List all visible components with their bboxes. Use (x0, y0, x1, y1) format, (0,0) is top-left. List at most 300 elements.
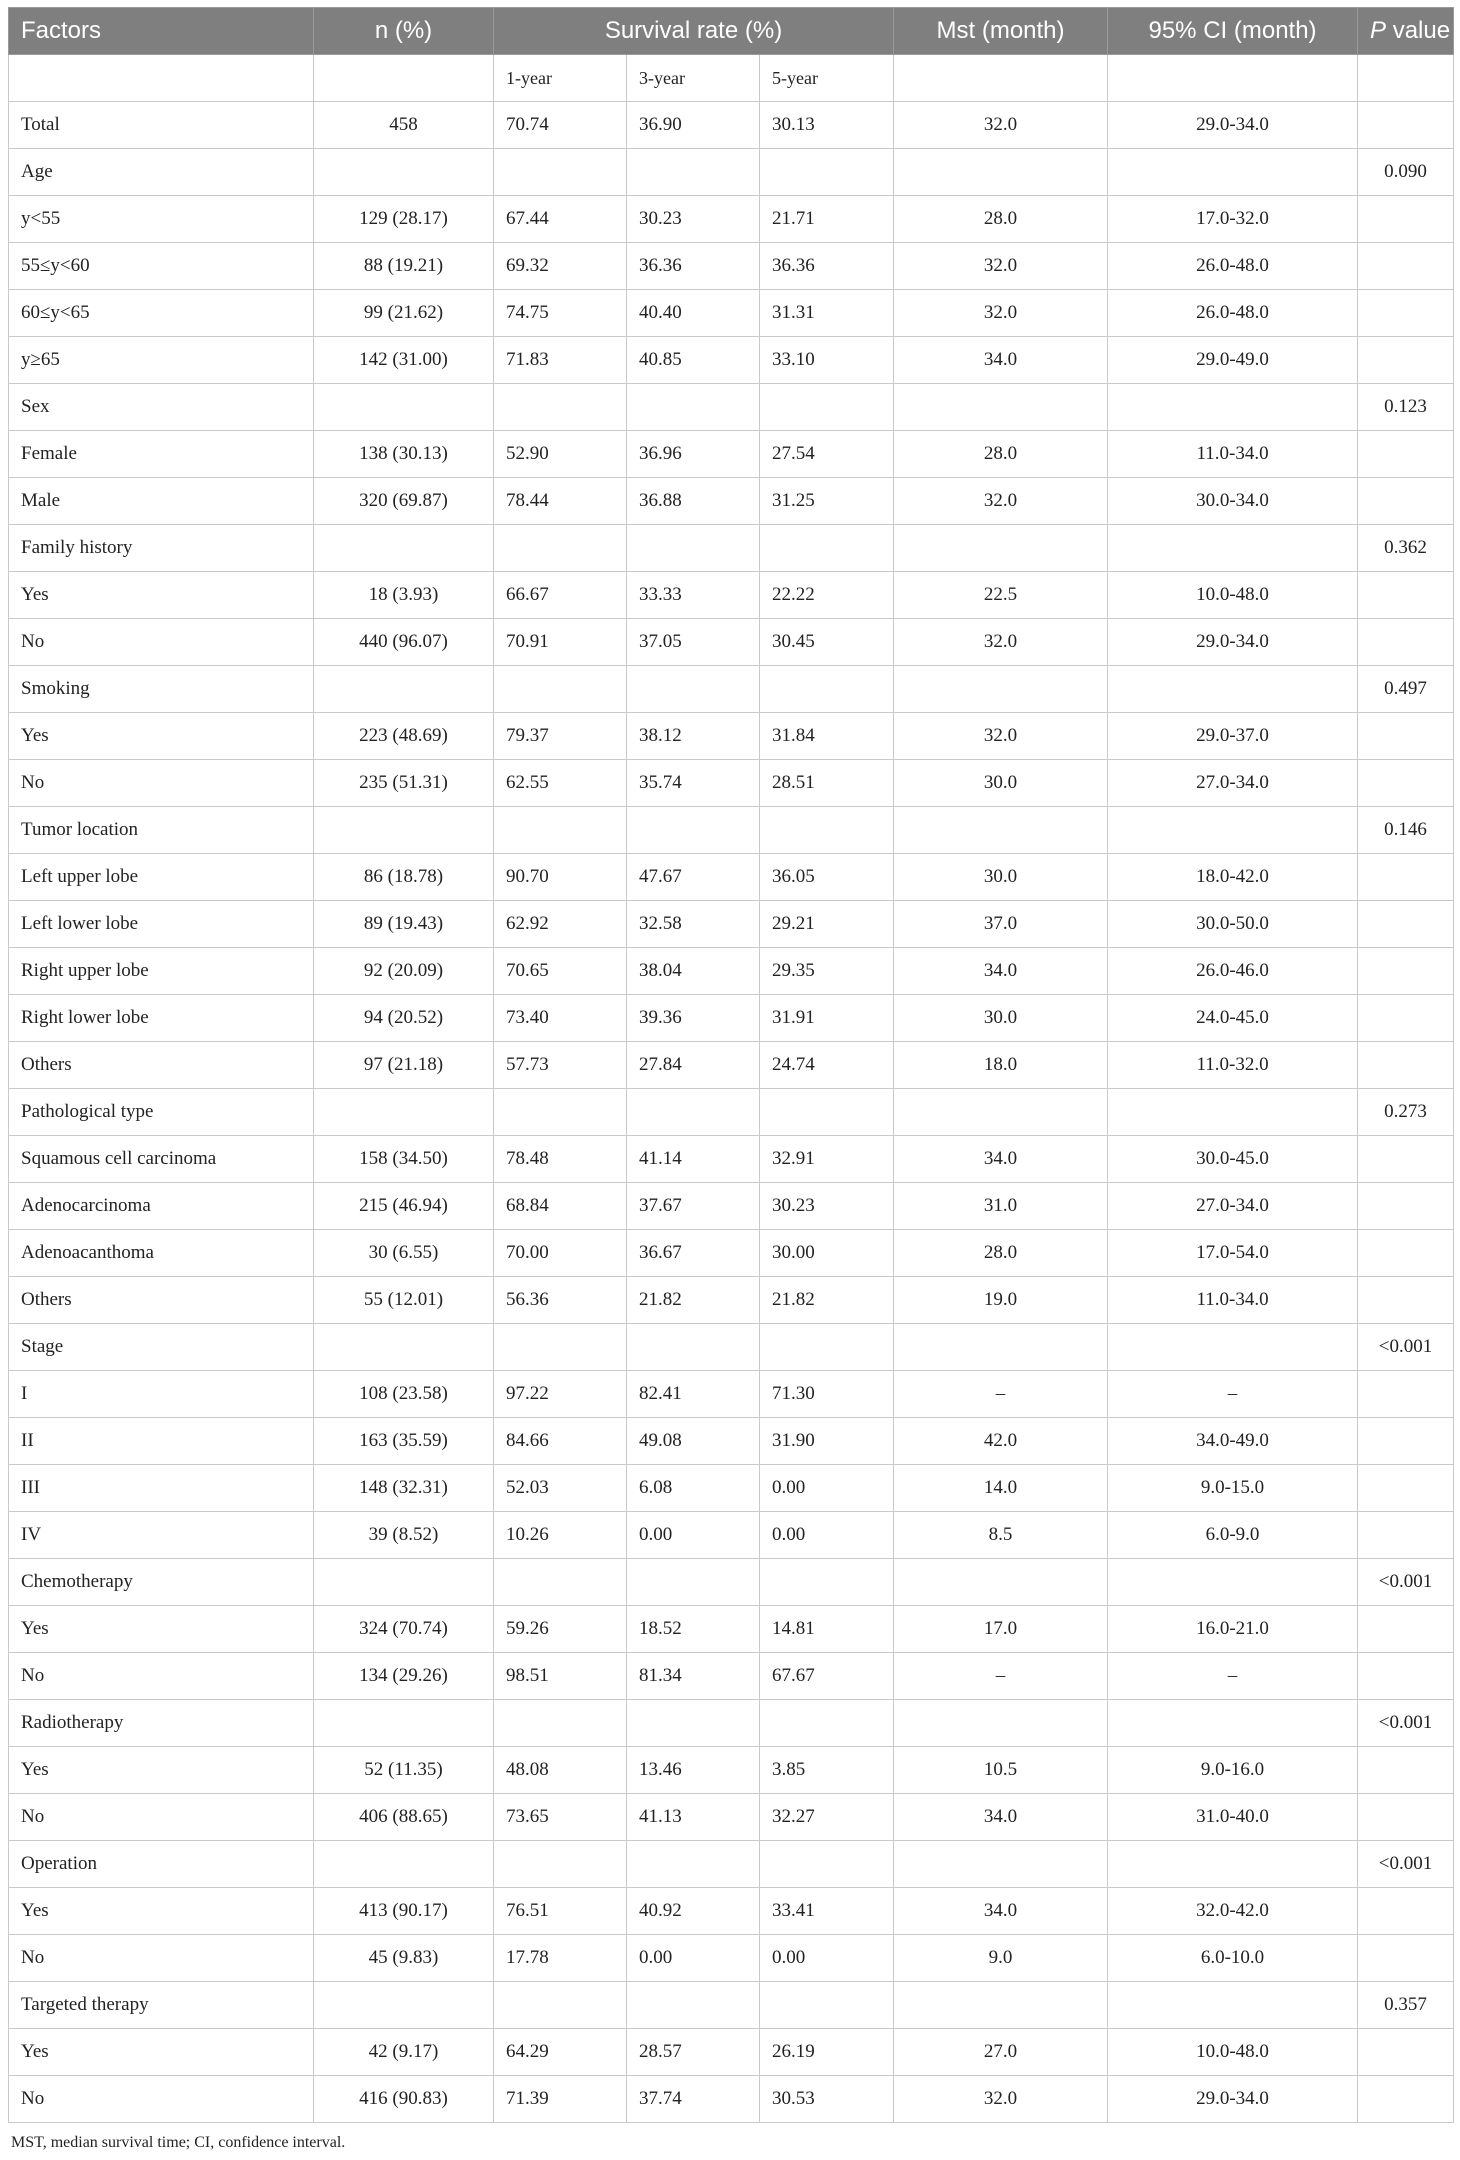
survival-5y-cell: 21.71 (760, 196, 894, 243)
mst-cell (894, 1841, 1108, 1888)
table-row (9, 2029, 1454, 2076)
survival-1y-cell: 78.48 (494, 1136, 627, 1183)
survival-1y-cell: 64.29 (494, 2029, 627, 2076)
survival-1y-cell: 67.44 (494, 196, 627, 243)
survival-1y-cell: 62.55 (494, 760, 627, 807)
survival-3y-cell: 37.67 (627, 1183, 760, 1230)
ci-cell: 31.0-40.0 (1108, 1794, 1358, 1841)
survival-5y-cell: 30.00 (760, 1230, 894, 1277)
survival-3y-cell: 41.14 (627, 1136, 760, 1183)
survival-3y-cell: 82.41 (627, 1371, 760, 1418)
survival-3y-cell (627, 525, 760, 572)
survival-1y-cell: 48.08 (494, 1747, 627, 1794)
survival-5y-cell: 33.41 (760, 1888, 894, 1935)
survival-1y-cell: 73.65 (494, 1794, 627, 1841)
n-cell: 223 (48.69) (314, 713, 494, 760)
ci-cell: 17.0-54.0 (1108, 1230, 1358, 1277)
factor-cell: Yes (9, 1888, 314, 1935)
p-value-cell (1358, 431, 1454, 478)
survival-5y-cell: 28.51 (760, 760, 894, 807)
n-cell: 458 (314, 102, 494, 149)
p-value-cell: 0.497 (1358, 666, 1454, 713)
factor-cell: 55≤y<60 (9, 243, 314, 290)
survival-1y-cell (494, 807, 627, 854)
p-value-cell (1358, 1653, 1454, 1700)
p-value-cell (1358, 1794, 1454, 1841)
p-value-cell (1358, 1230, 1454, 1277)
ci-cell: – (1108, 1371, 1358, 1418)
mst-cell: – (894, 1653, 1108, 1700)
survival-1y-cell: 79.37 (494, 713, 627, 760)
p-value-cell (1358, 1418, 1454, 1465)
survival-5y-cell: 30.23 (760, 1183, 894, 1230)
survival-5y-cell: 31.90 (760, 1418, 894, 1465)
table-row (9, 1653, 1454, 1700)
survival-5y-cell: 67.67 (760, 1653, 894, 1700)
survival-5y-cell (760, 1559, 894, 1606)
survival-3y-cell (627, 1559, 760, 1606)
n-cell: 320 (69.87) (314, 478, 494, 525)
survival-1y-cell: 62.92 (494, 901, 627, 948)
header-row (9, 8, 1454, 55)
survival-1y-cell: 78.44 (494, 478, 627, 525)
factor-cell: Total (9, 102, 314, 149)
table-row (9, 1183, 1454, 1230)
factor-cell: Male (9, 478, 314, 525)
mst-cell (894, 1700, 1108, 1747)
col-factors: Factors (9, 8, 314, 55)
p-value-cell (1358, 1371, 1454, 1418)
n-cell: 86 (18.78) (314, 854, 494, 901)
survival-3y-cell (627, 1324, 760, 1371)
col-n: n (%) (314, 8, 494, 55)
table-row (9, 1888, 1454, 1935)
survival-1y-cell: 70.65 (494, 948, 627, 995)
p-value-cell (1358, 713, 1454, 760)
p-value-cell: 0.123 (1358, 384, 1454, 431)
survival-3y-cell: 36.88 (627, 478, 760, 525)
survival-5y-cell: 22.22 (760, 572, 894, 619)
factor-cell: Stage (9, 1324, 314, 1371)
p-value-cell (1358, 196, 1454, 243)
factor-cell: Chemotherapy (9, 1559, 314, 1606)
ci-cell (1108, 149, 1358, 196)
mst-cell (894, 1982, 1108, 2029)
ci-cell: 6.0-10.0 (1108, 1935, 1358, 1982)
col-1-year: 1-year (494, 55, 627, 102)
survival-3y-cell: 21.82 (627, 1277, 760, 1324)
p-value-cell (1358, 1136, 1454, 1183)
survival-3y-cell: 36.36 (627, 243, 760, 290)
mst-cell: 10.5 (894, 1747, 1108, 1794)
survival-5y-cell: 3.85 (760, 1747, 894, 1794)
mst-cell (894, 525, 1108, 572)
n-cell: 45 (9.83) (314, 1935, 494, 1982)
factor-cell: Tumor location (9, 807, 314, 854)
factor-cell: 60≤y<65 (9, 290, 314, 337)
survival-1y-cell: 59.26 (494, 1606, 627, 1653)
survival-3y-cell: 41.13 (627, 1794, 760, 1841)
p-value-cell (1358, 1935, 1454, 1982)
p-value-cell (1358, 1606, 1454, 1653)
survival-3y-cell: 81.34 (627, 1653, 760, 1700)
survival-5y-cell: 31.31 (760, 290, 894, 337)
ci-cell: 10.0-48.0 (1108, 572, 1358, 619)
table-body (9, 102, 1454, 2123)
survival-1y-cell: 70.74 (494, 102, 627, 149)
survival-3y-cell: 0.00 (627, 1935, 760, 1982)
ci-cell: 16.0-21.0 (1108, 1606, 1358, 1653)
factor-cell: Family history (9, 525, 314, 572)
factor-cell: No (9, 619, 314, 666)
factor-cell: Smoking (9, 666, 314, 713)
survival-1y-cell (494, 1982, 627, 2029)
p-value-cell (1358, 1888, 1454, 1935)
mst-cell (894, 1559, 1108, 1606)
survival-5y-cell (760, 1982, 894, 2029)
mst-cell: 28.0 (894, 431, 1108, 478)
factor-cell: Yes (9, 1747, 314, 1794)
n-cell: 142 (31.00) (314, 337, 494, 384)
table-row (9, 1747, 1454, 1794)
survival-5y-cell: 30.53 (760, 2076, 894, 2123)
survival-3y-cell (627, 666, 760, 713)
survival-5y-cell: 14.81 (760, 1606, 894, 1653)
survival-1y-cell: 73.40 (494, 995, 627, 1042)
mst-cell: 32.0 (894, 619, 1108, 666)
subheader-row (9, 55, 1454, 102)
n-cell: 30 (6.55) (314, 1230, 494, 1277)
mst-cell (894, 666, 1108, 713)
n-cell (314, 1559, 494, 1606)
table-row (9, 1418, 1454, 1465)
ci-cell: 27.0-34.0 (1108, 760, 1358, 807)
mst-cell: 32.0 (894, 478, 1108, 525)
factor-cell: y<55 (9, 196, 314, 243)
mst-cell: 37.0 (894, 901, 1108, 948)
survival-3y-cell: 40.40 (627, 290, 760, 337)
mst-cell: 30.0 (894, 760, 1108, 807)
p-value-cell: 0.273 (1358, 1089, 1454, 1136)
n-cell (314, 384, 494, 431)
mst-cell (894, 1089, 1108, 1136)
survival-1y-cell (494, 1559, 627, 1606)
factor-cell: Radiotherapy (9, 1700, 314, 1747)
p-value-cell (1358, 901, 1454, 948)
ci-cell: 29.0-34.0 (1108, 619, 1358, 666)
col-3-year: 3-year (627, 55, 760, 102)
table-row (9, 1371, 1454, 1418)
n-cell: 42 (9.17) (314, 2029, 494, 2076)
survival-3y-cell (627, 807, 760, 854)
factor-cell: Adenocarcinoma (9, 1183, 314, 1230)
ci-cell (1108, 384, 1358, 431)
mst-cell: 34.0 (894, 948, 1108, 995)
table-row (9, 102, 1454, 149)
factor-cell: No (9, 760, 314, 807)
table-row (9, 2076, 1454, 2123)
n-cell (314, 807, 494, 854)
survival-5y-cell: 32.27 (760, 1794, 894, 1841)
survival-3y-cell: 18.52 (627, 1606, 760, 1653)
p-value-cell (1358, 1747, 1454, 1794)
table-row (9, 1606, 1454, 1653)
survival-3y-cell (627, 1841, 760, 1888)
table-row (9, 572, 1454, 619)
table-footnote: MST, median survival time; CI, confidence interval. (11, 2134, 346, 2151)
survival-5y-cell: 0.00 (760, 1935, 894, 1982)
survival-5y-cell: 71.30 (760, 1371, 894, 1418)
n-cell (314, 1324, 494, 1371)
ci-cell: 17.0-32.0 (1108, 196, 1358, 243)
survival-1y-cell: 71.39 (494, 2076, 627, 2123)
survival-1y-cell: 90.70 (494, 854, 627, 901)
table-row (9, 1512, 1454, 1559)
mst-cell: 32.0 (894, 102, 1108, 149)
survival-5y-cell: 26.19 (760, 2029, 894, 2076)
group-row (9, 525, 1454, 572)
table-row (9, 431, 1454, 478)
survival-3y-cell: 40.92 (627, 1888, 760, 1935)
mst-cell: 9.0 (894, 1935, 1108, 1982)
survival-5y-cell (760, 807, 894, 854)
survival-5y-cell (760, 149, 894, 196)
n-cell: 129 (28.17) (314, 196, 494, 243)
factor-cell: IV (9, 1512, 314, 1559)
table-row (9, 1794, 1454, 1841)
p-value-cell (1358, 1465, 1454, 1512)
survival-1y-cell (494, 1089, 627, 1136)
survival-5y-cell: 27.54 (760, 431, 894, 478)
survival-1y-cell (494, 384, 627, 431)
group-row (9, 1559, 1454, 1606)
survival-1y-cell (494, 1841, 627, 1888)
p-value-cell (1358, 760, 1454, 807)
survival-5y-cell: 31.84 (760, 713, 894, 760)
survival-5y-cell (760, 1089, 894, 1136)
mst-cell: 28.0 (894, 196, 1108, 243)
survival-3y-cell: 49.08 (627, 1418, 760, 1465)
survival-5y-cell: 31.25 (760, 478, 894, 525)
p-value-cell (1358, 995, 1454, 1042)
survival-3y-cell: 30.23 (627, 196, 760, 243)
group-row (9, 1089, 1454, 1136)
factor-cell: Yes (9, 713, 314, 760)
survival-1y-cell: 66.67 (494, 572, 627, 619)
survival-3y-cell: 39.36 (627, 995, 760, 1042)
ci-cell: 18.0-42.0 (1108, 854, 1358, 901)
ci-cell: 9.0-15.0 (1108, 1465, 1358, 1512)
survival-1y-cell: 68.84 (494, 1183, 627, 1230)
ci-cell (1108, 1089, 1358, 1136)
survival-1y-cell: 70.91 (494, 619, 627, 666)
survival-3y-cell (627, 384, 760, 431)
ci-cell: 6.0-9.0 (1108, 1512, 1358, 1559)
n-cell: 416 (90.83) (314, 2076, 494, 2123)
mst-cell: 32.0 (894, 713, 1108, 760)
n-cell: 92 (20.09) (314, 948, 494, 995)
survival-3y-cell: 13.46 (627, 1747, 760, 1794)
ci-cell: 29.0-34.0 (1108, 102, 1358, 149)
survival-5y-cell: 32.91 (760, 1136, 894, 1183)
mst-cell: 31.0 (894, 1183, 1108, 1230)
ci-cell: 29.0-49.0 (1108, 337, 1358, 384)
survival-5y-cell: 31.91 (760, 995, 894, 1042)
factor-cell: Others (9, 1042, 314, 1089)
col-5-year: 5-year (760, 55, 894, 102)
p-value-cell (1358, 619, 1454, 666)
n-cell: 88 (19.21) (314, 243, 494, 290)
ci-cell: 11.0-34.0 (1108, 431, 1358, 478)
survival-1y-cell: 10.26 (494, 1512, 627, 1559)
survival-5y-cell: 24.74 (760, 1042, 894, 1089)
survival-1y-cell (494, 149, 627, 196)
factor-cell: Adenoacanthoma (9, 1230, 314, 1277)
n-cell (314, 666, 494, 713)
group-row (9, 384, 1454, 431)
mst-cell: 8.5 (894, 1512, 1108, 1559)
table-row (9, 1935, 1454, 1982)
n-cell: 18 (3.93) (314, 572, 494, 619)
survival-1y-cell: 76.51 (494, 1888, 627, 1935)
mst-cell (894, 807, 1108, 854)
table-row (9, 243, 1454, 290)
factor-cell: Yes (9, 2029, 314, 2076)
p-value-cell: 0.146 (1358, 807, 1454, 854)
p-value-cell (1358, 290, 1454, 337)
n-cell: 406 (88.65) (314, 1794, 494, 1841)
mst-cell: 32.0 (894, 2076, 1108, 2123)
factor-cell: II (9, 1418, 314, 1465)
table-row (9, 948, 1454, 995)
factor-cell: Left lower lobe (9, 901, 314, 948)
n-cell: 163 (35.59) (314, 1418, 494, 1465)
survival-5y-cell (760, 1841, 894, 1888)
ci-cell (1108, 1841, 1358, 1888)
p-value-cell (1358, 337, 1454, 384)
factor-cell: III (9, 1465, 314, 1512)
p-value-cell (1358, 948, 1454, 995)
p-value-cell (1358, 102, 1454, 149)
ci-cell: 10.0-48.0 (1108, 2029, 1358, 2076)
n-cell: 324 (70.74) (314, 1606, 494, 1653)
factor-cell: Right upper lobe (9, 948, 314, 995)
table-row (9, 1277, 1454, 1324)
ci-cell: 30.0-45.0 (1108, 1136, 1358, 1183)
table-row (9, 995, 1454, 1042)
ci-cell: 29.0-34.0 (1108, 2076, 1358, 2123)
survival-3y-cell: 36.90 (627, 102, 760, 149)
ci-cell (1108, 1559, 1358, 1606)
survival-3y-cell: 33.33 (627, 572, 760, 619)
ci-cell: 29.0-37.0 (1108, 713, 1358, 760)
survival-3y-cell: 28.57 (627, 2029, 760, 2076)
n-cell: 94 (20.52) (314, 995, 494, 1042)
survival-3y-cell: 47.67 (627, 854, 760, 901)
factor-cell: Female (9, 431, 314, 478)
n-cell (314, 1089, 494, 1136)
mst-cell: 28.0 (894, 1230, 1108, 1277)
n-cell: 134 (29.26) (314, 1653, 494, 1700)
survival-5y-cell (760, 1324, 894, 1371)
survival-1y-cell: 57.73 (494, 1042, 627, 1089)
table-row (9, 901, 1454, 948)
p-value-cell (1358, 1277, 1454, 1324)
p-value-cell: <0.001 (1358, 1841, 1454, 1888)
p-value-cell (1358, 2076, 1454, 2123)
factor-cell: No (9, 1935, 314, 1982)
p-value-cell (1358, 854, 1454, 901)
ci-cell: 30.0-50.0 (1108, 901, 1358, 948)
survival-1y-cell: 71.83 (494, 337, 627, 384)
col-ci: 95% CI (month) (1108, 8, 1358, 55)
factor-cell: No (9, 1653, 314, 1700)
survival-1y-cell: 52.90 (494, 431, 627, 478)
survival-3y-cell (627, 1089, 760, 1136)
n-cell: 108 (23.58) (314, 1371, 494, 1418)
survival-1y-cell: 52.03 (494, 1465, 627, 1512)
group-row (9, 1982, 1454, 2029)
survival-5y-cell: 30.45 (760, 619, 894, 666)
survival-1y-cell: 98.51 (494, 1653, 627, 1700)
n-cell (314, 149, 494, 196)
survival-5y-cell: 29.21 (760, 901, 894, 948)
n-cell (314, 1700, 494, 1747)
ci-cell (1108, 525, 1358, 572)
p-value-cell (1358, 2029, 1454, 2076)
survival-5y-cell (760, 666, 894, 713)
survival-3y-cell (627, 1982, 760, 2029)
table-row (9, 1042, 1454, 1089)
mst-cell (894, 1324, 1108, 1371)
factor-cell: Age (9, 149, 314, 196)
p-value-cell (1358, 1512, 1454, 1559)
survival-3y-cell: 38.12 (627, 713, 760, 760)
survival-3y-cell: 36.96 (627, 431, 760, 478)
ci-cell: 30.0-34.0 (1108, 478, 1358, 525)
group-row (9, 807, 1454, 854)
factor-cell: Yes (9, 572, 314, 619)
group-row (9, 666, 1454, 713)
ci-cell (1108, 1324, 1358, 1371)
p-value-cell (1358, 478, 1454, 525)
table-row (9, 1136, 1454, 1183)
ci-cell (1108, 1982, 1358, 2029)
ci-cell: 11.0-32.0 (1108, 1042, 1358, 1089)
survival-5y-cell: 0.00 (760, 1465, 894, 1512)
factor-cell: y≥65 (9, 337, 314, 384)
mst-cell (894, 149, 1108, 196)
ci-cell: 26.0-48.0 (1108, 290, 1358, 337)
mst-cell: 18.0 (894, 1042, 1108, 1089)
group-row (9, 1841, 1454, 1888)
n-cell: 55 (12.01) (314, 1277, 494, 1324)
factor-cell: Pathological type (9, 1089, 314, 1136)
n-cell (314, 1982, 494, 2029)
mst-cell: 14.0 (894, 1465, 1108, 1512)
p-value-cell: <0.001 (1358, 1324, 1454, 1371)
p-value-cell (1358, 1183, 1454, 1230)
group-row (9, 1324, 1454, 1371)
survival-5y-cell (760, 525, 894, 572)
factor-cell: Operation (9, 1841, 314, 1888)
n-cell: 235 (51.31) (314, 760, 494, 807)
factor-cell: I (9, 1371, 314, 1418)
table-row (9, 196, 1454, 243)
mst-cell: 22.5 (894, 572, 1108, 619)
table-row (9, 854, 1454, 901)
survival-3y-cell: 38.04 (627, 948, 760, 995)
